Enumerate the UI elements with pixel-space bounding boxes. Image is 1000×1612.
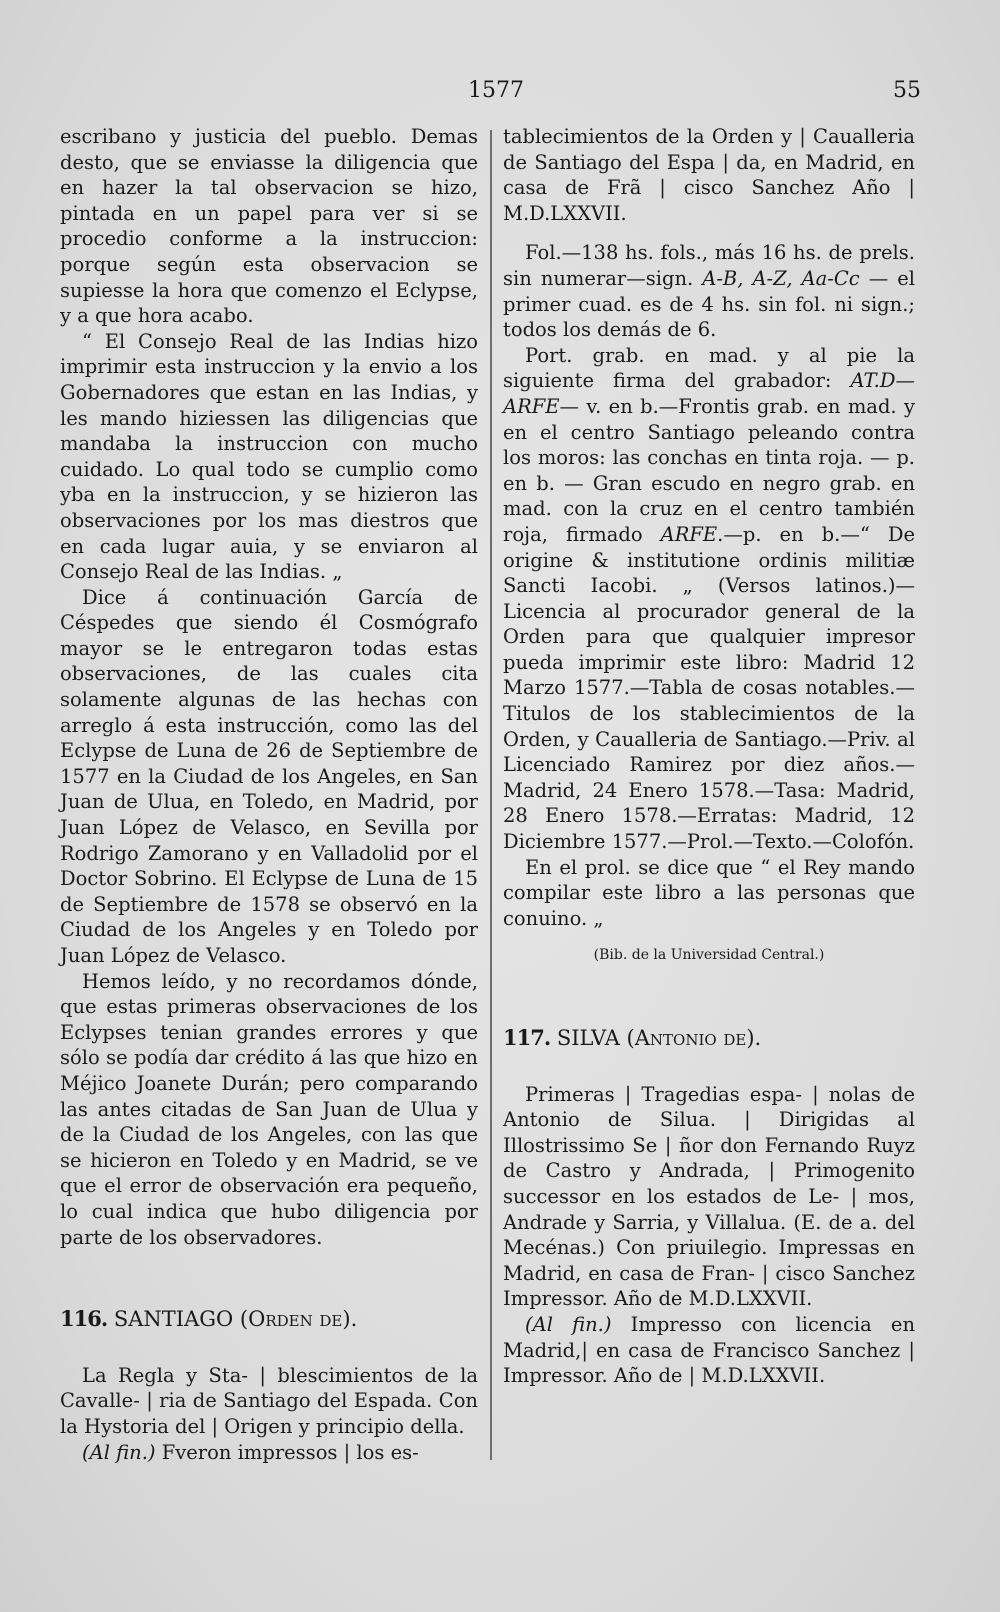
description-text: Port. grab. en mad. y al pie la siguiente firma del grabador:	[503, 343, 915, 393]
colophon	[503, 1312, 915, 1389]
entry-name-end: ).	[746, 1026, 762, 1050]
colophon-text: Impresso con licencia en Madrid,| en casa de Francisco Sanchez | Impressor. Año de | M.D.LXXVII.	[503, 1312, 916, 1388]
paragraph: escribano y justicia del pueblo. Demas desto, que se enviasse la diligencia que en hazer la tal observacion se hizo, pintada en un papel para ver si se procedio conforme a la instruccion: porque según esta observacion se supiesse la hora que comenzo el Eclypse, y a que hora acabo.	[60, 125, 478, 328]
paragraph: En el prol. se dice que “ el Rey mando compilar este libro a las personas que conuino. „	[503, 855, 915, 930]
engraver-signature-2: ARFE	[660, 522, 718, 546]
signatures: A-B, A-Z, Aa-Cc	[702, 266, 860, 290]
paragraph: “ El Consejo Real de las Indias hizo imprimir esta instruccion y la envio a los Gobernadores que estan en las Indias, y les mando hiziessen las diligencias que mandaba la instruccion con mucho cuidado. Lo qual todo se cumplio como yba en la instruccion, y se hizieron las observaciones por los mas diestros que en cada lugar auia, y se enviaron al Consejo Real de las Indias. „	[60, 329, 478, 584]
library-citation: (Bib. de la Universidad Central.)	[593, 947, 825, 964]
entry-name-end: ).	[342, 1307, 358, 1332]
right-column	[503, 124, 915, 1389]
entry-title: Primeras | Tragedias espa- | nolas de Antonio de Silua. | Dirigidas al Illostrissimo Se | ñor don Fernando Ruyz de Castro y Andrada, | Primogenito successor en los estados de Le- | mos, Andrade y Sarria, y Villalua. (E. de a. del Mecénas.) Con priuilegio. Impressas en Madrid, en casa de Fran- | cisco Sanchez Impressor. Año de M.D.LXXVII.	[503, 1082, 915, 1311]
description	[503, 343, 915, 855]
entry-number: 117.	[503, 1025, 551, 1050]
colophon	[60, 1440, 478, 1466]
entry-heading-116	[60, 1306, 478, 1333]
collation-text-end: — el primer cuad. es de 4 hs. sin fol. ni sign.; todos los demás de 6.	[503, 266, 915, 342]
paragraph: tablecimientos de la Orden y | Caualleria de Santiago del Espa | da, en Madrid, en casa de Frã | cisco Sanchez Año | M.D.LXXVII.	[503, 125, 915, 225]
paragraph: Hemos leído, y no recordamos dónde, que estas primeras observaciones de los Eclypses tenian grandes errores y que sólo se podía dar crédito á las que hizo en Méjico Joanete Durán; pero comparando las antes citadas de San Juan de Ulua y de la Ciudad de los Angeles, con las que se hicieron en Toledo y en Madrid, se ve que el error de observación era pequeño, lo cual indica que hubo diligencia por parte de los observadores.	[60, 969, 478, 1249]
entry-name-smallcaps: Orden de	[248, 1307, 343, 1332]
entry-name-smallcaps: Antonio de	[634, 1026, 747, 1050]
al-fin-label: (Al fin.)	[82, 1440, 156, 1464]
description-text-end: .—p. en b.—“ De origine & institutione ordinis militiæ Sancti Iacobi. „ (Versos latinos.)—Licencia al procurador general de la Orden para que qualquier impresor pueda imprimir este libro: Madrid 12 Marzo 1577.—Tabla de cosas notables.—Titulos de los stablecimientos de la Orden, y Caualleria de Santiago.—Priv. al Licenciado Ramirez por diez años.—Madrid, 24 Enero 1578.—Tasa: Madrid, 28 Enero 1578.—Erratas: Madrid, 12 Diciembre 1577.—Prol.—Texto.—Colofón.	[503, 522, 915, 854]
entry-name: SANTIAGO (	[113, 1307, 249, 1332]
entry-name: SILVA (	[556, 1026, 635, 1050]
colophon-text: Fveron impressos | los es-	[155, 1440, 419, 1464]
collation	[503, 240, 915, 342]
entry-title: La Regla y Sta- | blescimientos de la Cavalle- | ria de Santiago del Espada. Con la Hystoria del | Origen y principio della.	[60, 1363, 478, 1438]
column-divider	[490, 130, 492, 1460]
entry-number: 116.	[60, 1306, 108, 1332]
page-number: 55	[893, 78, 921, 103]
entry-heading-117	[503, 1025, 915, 1052]
running-header-year: 1577	[468, 78, 524, 103]
paragraph: Dice á continuación García de Céspedes que siendo él Cosmógrafo mayor se le entregaron todas estas observaciones, de las cuales cita solamente algunas de las hechas con arreglo á esta instrucción, como las del Eclypse de Luna de 26 de Septiembre de 1577 en la Ciudad de los Angeles, en San Juan de Ulua, en Toledo, en Madrid, por Juan López de Velasco, en Sevilla por Rodrigo Zamorano y en Valladolid por el Doctor Sobrino. El Eclypse de Luna de 15 de Septiembre de 1578 se observó en la Ciudad de los Angeles y en Toledo por Juan López de Velasco.	[60, 585, 478, 967]
collation-text: Fol.—138 hs. fols., más 16 hs. de prels. sin numerar—sign.	[503, 241, 915, 290]
description-text-mid: — v. en b.—Frontis grab. en mad. y en el centro Santiago peleando contra los moros: las conchas en tinta roja. — p. en b. — Gran escudo en negro grab. en mad. con la cruz en el centro también roja, firmado	[503, 394, 915, 546]
al-fin-label: (Al fin.)	[525, 1312, 612, 1336]
left-column	[60, 124, 478, 1465]
engraver-signature: AT.D—ARFE	[503, 369, 915, 418]
